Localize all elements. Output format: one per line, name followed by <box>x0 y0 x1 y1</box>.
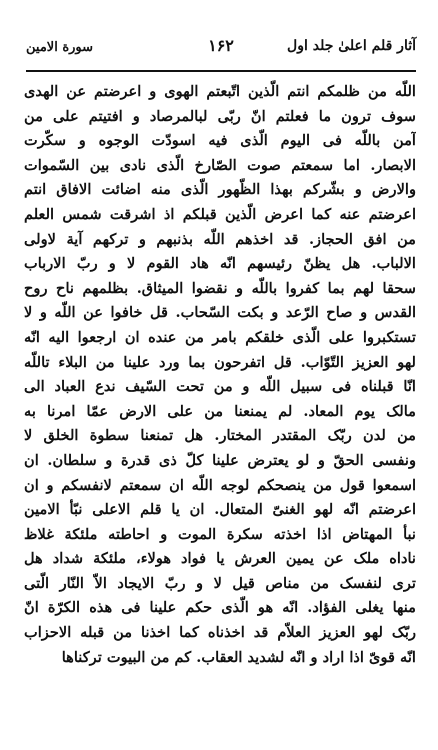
text-line: ناداه ملک عن یمین العرش یا فواد هولاء، ملئکة شداد هل <box>24 550 416 568</box>
running-title: آثار قلم اعلیٰ جلد اول <box>287 38 416 54</box>
text-line: ونفسی الحقّ و لو یعترض علینا کلّ ذی قدرة و سلطان. ان <box>24 451 416 469</box>
text-line: سوف ترون ما فعلتم انّ ربّی لبالمرصاد و افتیتم علی من <box>24 107 416 125</box>
text-line: انّا قبلناه فی سبیل اللّه و من تحت السّیف ندع العباد الی <box>24 378 416 396</box>
body-text <box>24 80 416 670</box>
text-line: القدس و صاح الرّعد و بکت السّحاب. قل خافوا عن اللّه و لا <box>24 304 416 322</box>
text-line: تستکبروا علی الّذی خلقکم بامر من عنده ان ارجعوا الیه انّه <box>24 328 416 346</box>
text-line: الالباب. هل یظنّ رئیسهم انّه هاد القوم لا و ربّ الارباب <box>24 255 416 273</box>
text-line: منها یغلی الفؤاد. انّه هو الّذی حکم علینا فی هذه الکرّة انّ <box>24 599 416 617</box>
text-line: سحقا لهم بما کفروا باللّه و نقضوا المیثاق. بظلمهم ناح روح <box>24 279 416 297</box>
text-line: نبأ المهتاض اذا اخذته سکرة الموت و احاطته ملئکة غلاظ <box>24 525 416 543</box>
text-line: اللّه من ظلمکم انتم الّذین اتّبعتم الهوی و اعرضتم عن الهدی <box>24 83 416 100</box>
page-header <box>26 34 416 68</box>
chapter-title: سورة الامین <box>26 40 94 55</box>
header-divider <box>26 70 416 72</box>
text-line: لهو العزیز التّوّاب. قل اتفرحون بما ورد علینا من البلاء تاللّه <box>24 353 416 371</box>
text-line: ربّک لهو العزیز العلاّم قد اخذناه کما اخذنا من قبله الاحزاب <box>24 624 416 642</box>
text-line: من لدن ربّک المقتدر المختار. هل تمنعنا سطوة الخلق لا <box>24 427 416 445</box>
text-line: اعرضتم عنه کما اعرض الّذین قبلکم اذ اشرقت شمس العلم <box>24 205 416 223</box>
text-line: تری لنفسک من مناص قیل لا و ربّ الایجاد الاّ النّار الّتی <box>24 574 416 592</box>
text-line: اعرضتم انّه لهو الغنیّ المتعال. ان یا قلم الاعلی نبّأ الامین <box>24 501 416 519</box>
text-line: آمن باللّه فی الیوم الّذی فیه اسودّت الوجوه و سکّرت <box>24 132 416 150</box>
text-line: انّه قویّ اذا اراد و انّه لشدید العقاب. کم من البیوت ترکناها <box>61 648 416 666</box>
text-line: الابصار. اما سمعتم صوت الصّارخ الّذی نادی بین السّموات <box>24 156 416 174</box>
text-line: مالک یوم المعاد. لم یمنعنا من علی الارض عمّا امرنا به <box>24 402 416 420</box>
text-line: والارض و بشّرکم بهذا الظّهور الّذی منه اضائت الافاق انتم <box>24 181 416 199</box>
page-number: ۱۶۲ <box>208 36 234 55</box>
text-line: اسمعوا قول من ینصحکم لوجه اللّه ان سمعتم لانفسکم و ان <box>24 476 416 494</box>
text-line: من افق الحجاز. قد اخذهم اللّه بذنبهم و ترکهم آیة لاولی <box>24 230 416 248</box>
